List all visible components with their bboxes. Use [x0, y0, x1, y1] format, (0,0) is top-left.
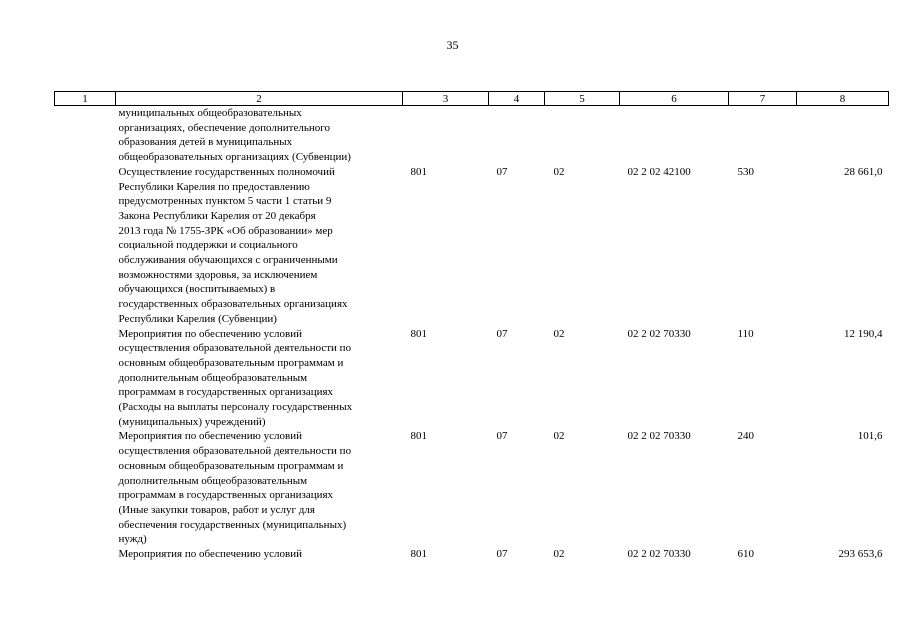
amount-cell: 12 190,4	[844, 327, 883, 340]
subsection-code-cell: 02	[553, 548, 565, 561]
header-cell: 5	[545, 92, 620, 106]
ministry-code-cell: 801	[410, 548, 427, 561]
header-cell: 1	[55, 92, 116, 106]
table-row	[55, 327, 889, 430]
section-code-cell: 07	[496, 327, 508, 340]
description-cell: Мероприятия по обеспечению условий осуществления образовательной деятельности по основным общеобразовательным программам и дополнительным общеобразовательным программам в государственных организациях (Расходы на выплаты персоналу государственных (муниципальных) учреждений)	[118, 327, 353, 428]
amount-cell	[797, 106, 889, 165]
target-article-cell: 02 2 02 70330	[627, 548, 691, 561]
subsection-code-cell: 02	[553, 327, 565, 340]
expense-type-cell: 610	[737, 548, 754, 561]
section-code-cell: 07	[496, 165, 508, 178]
target-article-cell: 02 2 02 42100	[627, 165, 691, 178]
ministry-code-cell	[403, 106, 489, 165]
section-code-cell	[489, 106, 545, 165]
description-cell: муниципальных общеобразовательных организациях, обеспечение дополнительного образования детей в муниципальных общеобразовательных организациях (Субвенции)	[118, 107, 351, 164]
table-row	[55, 165, 889, 327]
expense-type-cell	[729, 106, 797, 165]
section-code-cell: 07	[496, 548, 508, 561]
section-code-cell: 07	[496, 430, 508, 443]
target-article-cell	[620, 106, 729, 165]
subsection-code-cell: 02	[553, 165, 565, 178]
budget-table	[54, 91, 889, 562]
expense-type-cell: 110	[737, 327, 754, 340]
ministry-code-cell: 801	[410, 327, 427, 340]
header-cell: 6	[620, 92, 729, 106]
subsection-code-cell: 02	[553, 430, 565, 443]
description-cell: Мероприятия по обеспечению условий	[118, 548, 302, 561]
description-cell: Мероприятия по обеспечению условий осуществления образовательной деятельности по основным общеобразовательным программам и дополнительным общеобразовательным программам в государственных организациях (Иные закупки товаров, работ и услуг для обеспечения государственных (муниципальных) нужд)	[118, 430, 352, 546]
row-number-cell	[55, 106, 116, 165]
row-number-cell	[55, 327, 116, 430]
table-row	[55, 547, 889, 562]
header-cell: 7	[729, 92, 797, 106]
expense-type-cell: 240	[737, 430, 754, 443]
page-number: 35	[446, 38, 459, 52]
header-cell: 2	[116, 92, 403, 106]
amount-cell: 101,6	[857, 430, 883, 443]
description-cell: Осуществление государственных полномочий Республики Карелия по предоставлению предусмотренных пунктом 5 части 1 статьи 9 Закона Республики Карелия от 20 декабря 2013 года № 1755-ЗРК «Об образовании» мер социальной поддержки и социального обслуживания обучающихся с ограниченными возможностями здоровья, за исключением обучающихся (воспитываемых) в государственных образовательных организациях Республики Карелия (Субвенции)	[118, 165, 348, 325]
row-number-cell	[55, 429, 116, 547]
table-row	[55, 429, 889, 547]
target-article-cell: 02 2 02 70330	[627, 430, 691, 443]
row-number-cell	[55, 547, 116, 562]
ministry-code-cell: 801	[410, 430, 427, 443]
amount-cell: 293 653,6	[838, 548, 883, 561]
ministry-code-cell: 801	[410, 165, 427, 178]
subsection-code-cell	[545, 106, 620, 165]
amount-cell: 28 661,0	[844, 165, 883, 178]
row-number-cell	[55, 165, 116, 327]
table-header-row	[55, 92, 889, 106]
header-cell: 4	[489, 92, 545, 106]
header-cell: 3	[403, 92, 489, 106]
target-article-cell: 02 2 02 70330	[627, 327, 691, 340]
header-cell: 8	[797, 92, 889, 106]
expense-type-cell: 530	[737, 165, 754, 178]
table-row	[55, 106, 889, 165]
